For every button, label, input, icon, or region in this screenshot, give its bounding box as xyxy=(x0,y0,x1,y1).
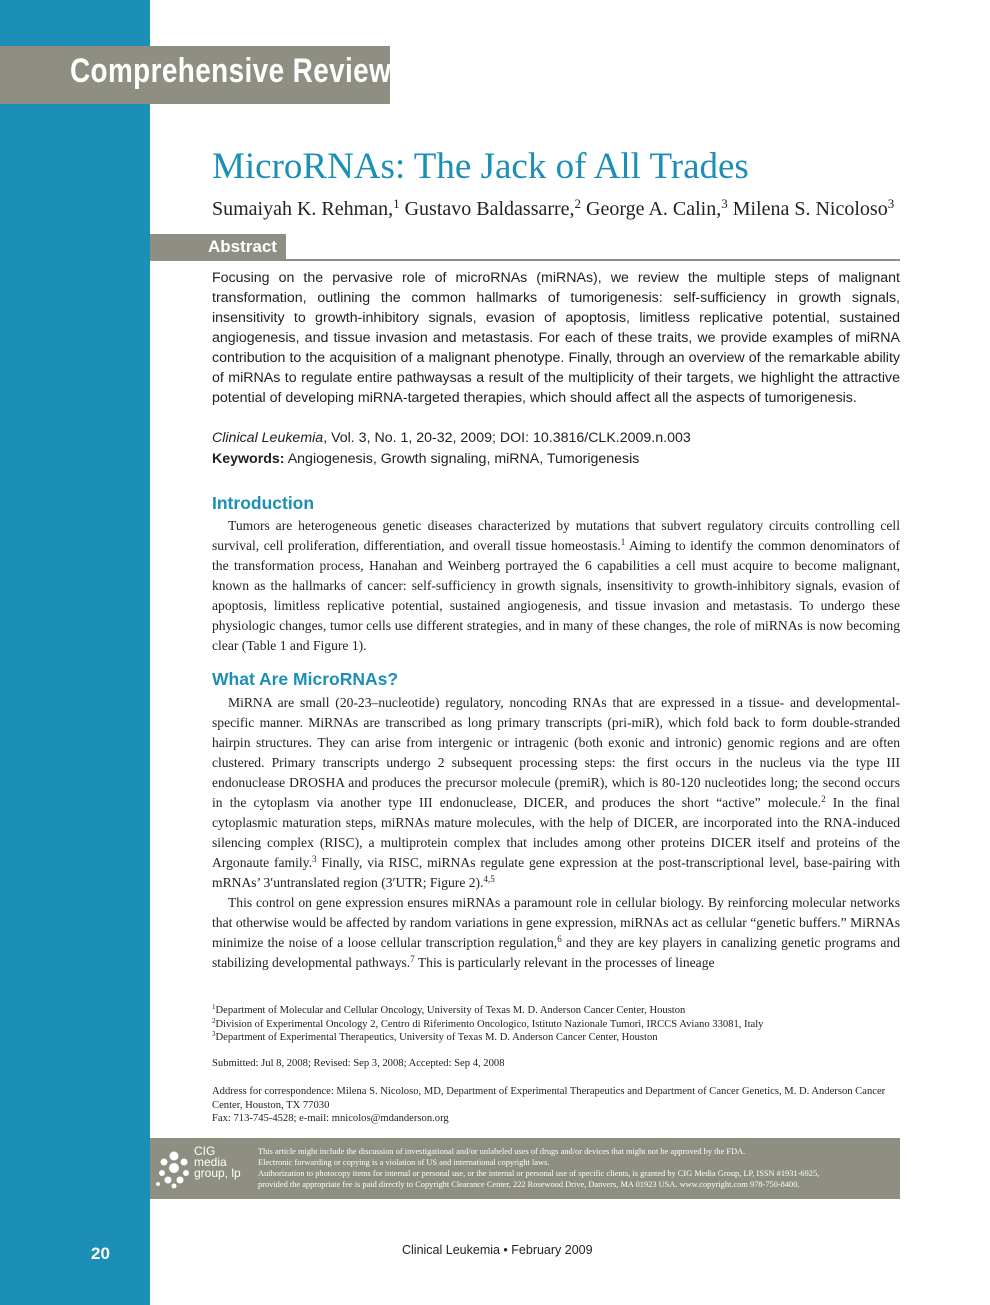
affiliation-item: $^3$Department of Experimental Therapeutics, University of Texas M. D. Anderson Cancer Center, Houston xyxy=(212,1030,658,1043)
keywords-line xyxy=(212,449,900,470)
abstract-divider xyxy=(150,259,900,261)
publisher-name: CIG media group, lp xyxy=(194,1144,241,1180)
author-name: Milena S. Nicoloso xyxy=(732,198,888,220)
cig-logo-icon xyxy=(154,1148,194,1190)
author-affil: 1 xyxy=(393,196,400,211)
citation-block xyxy=(212,428,900,470)
paragraph: MiRNA are small (20-23–nucleotide) regulatory, noncoding RNAs that are expressed in a tissue- and developmental-specific manner. MiRNAs are transcribed as long primary transcripts (pri-miR), which fold back to form double-stranded hairpin structures. They can arise from intergenic or intragenic (both exonic and intronic) genomic regions and are often clustered. Primary transcripts undergo 2 subsequent processing steps: the first occurs in the nucleus via the type III endonuclease DROSHA and produces the precursor molecule (premiR), which is 80-120 nucleotides long; the second occurs in the cytoplasm via another type III endonuclease, DICER, and produces the short “active” molecule.$^2$ In the final cytoplasmic maturation steps, miRNAs mature molecules, with the help of DICER, are incorporated into the RNA-induced silencing complex (RISC), a multiprotein complex that includes among other proteins DICER itself and proteins of the Argonaute family.$^3$ Finally, via RISC, miRNAs regulate gene expression at the post-transcriptional level, base-pairing with mRNAs’ 3′untranslated region (3′UTR; Figure 2).$^{4,5}$ xyxy=(212,695,900,890)
publisher-legal-notice: This article might include the discussion of investigational and/or unlabeled uses of drugs and/or devices that might not be approved by the FDA. Electronic forwarding or copying is a violation of US and international copyright laws. Authorization to photocopy items for internal or personal use, or the internal or personal use of specific clients, is granted by CIG Media Group, LP, ISSN #1931-6925, provided the appropriate fee is paid directly to Copyright Clearance Center, 222 Rosewood Drive, Danvers, MA 01923 USA. www.copyright.com 978-750-8400. xyxy=(258,1147,820,1189)
abstract-text: Focusing on the pervasive role of microRNAs (miRNAs), we review the multiple steps of malignant transformation, outlining the common hallmarks of tumorigenesis: self-sufficiency in growth signals, insensitivity to growth-inhibitory signals, evasion of apoptosis, limitless replicative potential, sustained angiogenesis, and tissue invasion and metastasis. For each of these traits, we provide examples of miRNA contribution to the acquisition of a malignant phenotype. Finally, through an overview of the remarkable ability of miRNAs to regulate entire pathwaysas a result of the multiplicity of their targets, we highlight the attractive potential of developing miRNA-targeted therapies, which should affect all the aspects of tumorigenesis. xyxy=(212,270,900,406)
author-list xyxy=(212,196,894,221)
correspondence-address: Address for correspondence: Milena S. Nicoloso, MD, Department of Experimental Therapeutics and Department of Cancer Genetics, M. D. Anderson Cancer Center, Houston, TX 77030 xyxy=(212,1086,886,1111)
abstract-tab xyxy=(150,234,286,260)
page-number: 20 xyxy=(91,1244,110,1263)
author-name: Sumaiyah K. Rehman, xyxy=(212,198,394,220)
affiliation-item: $^1$Department of Molecular and Cellular Oncology, University of Texas M. D. Anderson Cancer Center, Houston xyxy=(212,1003,686,1016)
citation-details: , Vol. 3, No. 1, 20-32, 2009; DOI: 10.3816/CLK.2009.n.003 xyxy=(323,430,691,446)
paragraph: Tumors are heterogeneous genetic diseases characterized by mutations that subvert regulatory circuits controlling cell survival, cell proliferation, differentiation, and overall tissue homeostasis.$^1$ Aiming to identify the common denominators of the transformation process, Hanahan and Weinberg portrayed the 6 capabilities a cell must acquire to become malignant, known as the hallmarks of cancer: self-sufficiency in growth signals, insensitivity to growth-inhibitory signals, evasion of apoptosis, limitless replicative potential, sustained angiogenesis, and tissue invasion and metastasis. To undergo these physiologic changes, tumor cells use different strategies, and in many of these changes, the role of miRNAs is now becoming clear (Table 1 and Figure 1). xyxy=(212,518,900,653)
introduction-heading: Introduction xyxy=(212,493,315,513)
footer-journal-line: Clinical Leukemia • February 2009 xyxy=(402,1243,593,1257)
author-affil: 2 xyxy=(574,196,582,211)
affiliations xyxy=(212,1004,900,1045)
introduction-body xyxy=(212,516,900,656)
paragraph: This control on gene expression ensures miRNAs a paramount role in cellular biology. By reinforcing molecular networks that otherwise would be affected by random variations in gene expression, miRNAs act as cellular “genetic buffers.” MiRNAs minimize the noise of a loose cellular transcription regulation,$^6$ and they are key players in canalizing genetic programs and stabilizing developmental pathways.$^7$ This is particularly relevant in the processes of lineage xyxy=(212,895,900,970)
author-affil: 3 xyxy=(721,196,728,211)
keywords-label: Keywords: xyxy=(212,451,285,467)
affiliation-item: $^2$Division of Experimental Oncology 2, Centro di Riferimento Oncologico, Istituto Nazionale Tumori, IRCCS Aviano 33081, Italy xyxy=(212,1016,764,1030)
what-are-mirnas-heading: What Are MicroRNAs? xyxy=(212,669,399,689)
left-color-bar xyxy=(0,0,150,1305)
author-name: Gustavo Baldassarre, xyxy=(404,198,575,220)
keywords-list: Angiogenesis, Growth signaling, miRNA, Tumorigenesis xyxy=(287,451,640,467)
section-banner-label: Comprehensive Review xyxy=(70,52,392,90)
article-title: MicroRNAs: The Jack of All Trades xyxy=(212,146,749,187)
submission-dates: Submitted: Jul 8, 2008; Revised: Sep 3, 2008; Accepted: Sep 4, 2008 xyxy=(212,1058,505,1069)
correspondence xyxy=(212,1085,900,1126)
journal-name: Clinical Leukemia xyxy=(212,430,324,446)
abstract-label: Abstract xyxy=(208,237,277,256)
author-name: George A. Calin, xyxy=(586,198,722,220)
citation-line xyxy=(212,428,900,449)
correspondence-contact: Fax: 713-745-4528; e-mail: mnicolos@mdanderson.org xyxy=(212,1113,449,1124)
author-affil: 3 xyxy=(887,196,895,211)
what-are-mirnas-body xyxy=(212,693,900,973)
